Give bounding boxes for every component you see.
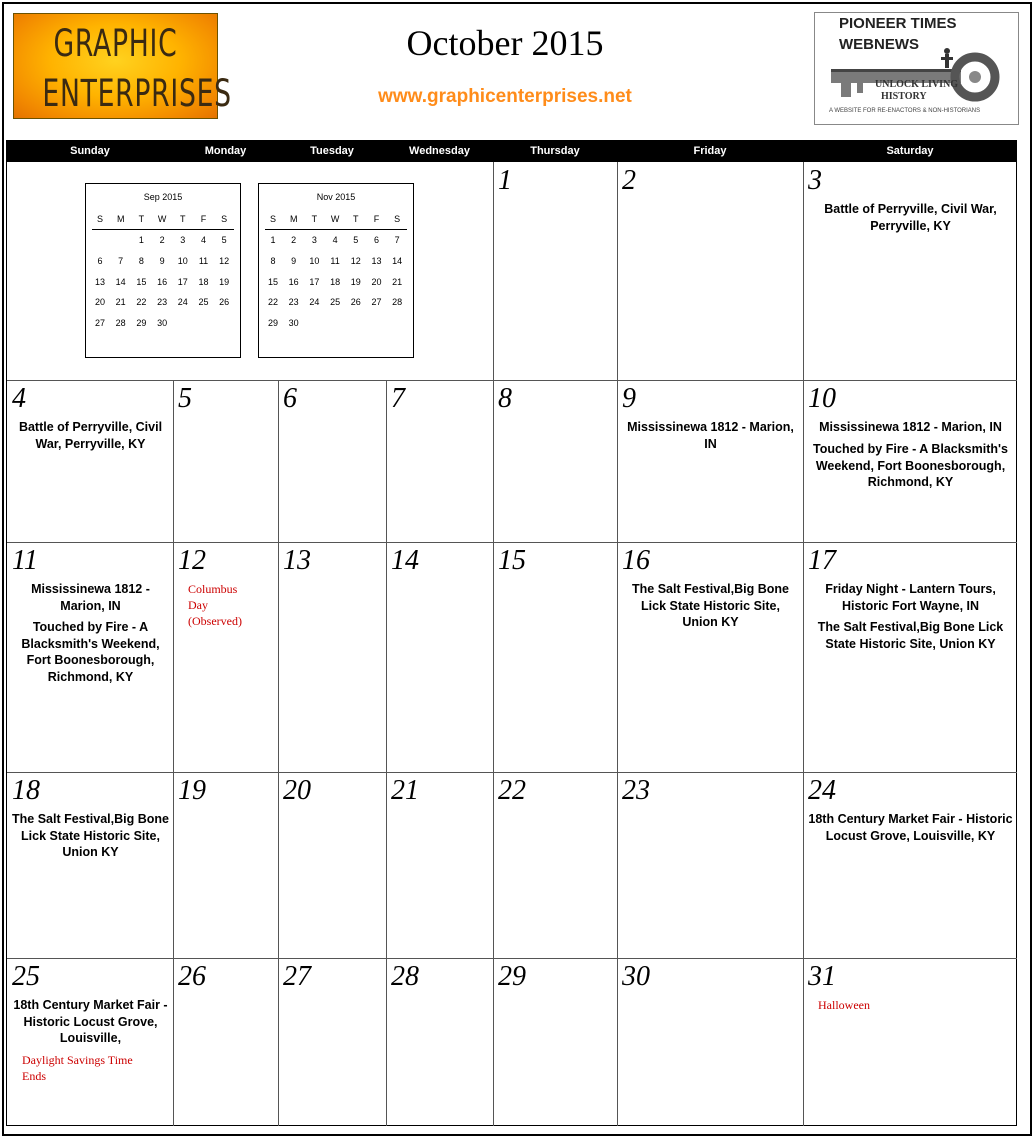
day-cell[interactable]	[804, 381, 1017, 542]
day-cell[interactable]	[618, 773, 803, 958]
mini-day[interactable]: 2	[159, 235, 165, 245]
mini-weekday: F	[373, 214, 380, 224]
mini-day[interactable]: 1	[270, 235, 276, 245]
mini-day[interactable]: 25	[198, 297, 209, 308]
day-cell[interactable]	[387, 543, 493, 772]
day-cell[interactable]	[8, 959, 173, 1126]
holiday-text: Halloween	[818, 998, 870, 1012]
mini-day[interactable]: 30	[157, 318, 168, 329]
day-cell[interactable]	[494, 381, 617, 542]
day-cell[interactable]	[494, 543, 617, 772]
day-cell[interactable]	[387, 381, 493, 542]
day-number: 13	[283, 545, 311, 576]
weekday-thursday: Thursday	[530, 145, 580, 157]
day-cell[interactable]	[804, 959, 1017, 1126]
day-number: 29	[498, 961, 526, 992]
event-text[interactable]: Friday Night - Lantern Tours, Historic Fort Wayne, IN	[825, 582, 996, 613]
mini-weekday: M	[289, 214, 298, 224]
day-cell[interactable]	[618, 543, 803, 772]
day-cell[interactable]	[174, 959, 278, 1126]
day-cell[interactable]	[804, 163, 1017, 380]
day-cell[interactable]	[174, 773, 278, 958]
mini-calendar-title: Sep 2015	[143, 192, 183, 202]
mini-day[interactable]: 8	[138, 255, 144, 266]
mini-day[interactable]: 19	[219, 276, 230, 287]
mini-day[interactable]: 26	[219, 297, 230, 308]
day-cell[interactable]	[279, 543, 386, 772]
logo-text-line1: GRAPHIC	[53, 22, 178, 65]
mini-day[interactable]: 18	[198, 276, 209, 287]
mini-day[interactable]: 20	[371, 276, 382, 287]
day-number: 22	[498, 775, 526, 806]
day-cell[interactable]	[494, 773, 617, 958]
mini-day[interactable]: 18	[330, 276, 341, 287]
day-cell[interactable]	[387, 773, 493, 958]
day-cell[interactable]	[8, 381, 173, 542]
mini-day[interactable]: 7	[118, 255, 124, 266]
mini-day[interactable]: 23	[288, 297, 299, 308]
badge-slogan: UNLOCK LIVING	[875, 79, 959, 90]
mini-day[interactable]: 14	[392, 255, 403, 266]
day-cell[interactable]	[804, 543, 1017, 772]
mini-day[interactable]: 15	[267, 276, 278, 287]
weekday-sunday: Sunday	[70, 145, 110, 157]
mini-day[interactable]: 17	[177, 276, 188, 287]
mini-weekday: F	[200, 214, 207, 224]
mini-day[interactable]: 13	[371, 255, 382, 266]
mini-day[interactable]: 2	[291, 235, 297, 245]
day-number: 21	[391, 775, 419, 806]
badge-tagline: A WEBSITE FOR RE-ENACTORS & NON-HISTORIANS	[829, 108, 981, 114]
mini-day[interactable]: 10	[309, 255, 320, 266]
mini-day[interactable]: 22	[267, 297, 278, 308]
mini-day[interactable]: 9	[291, 255, 297, 266]
mini-day[interactable]: 6	[97, 255, 103, 266]
mini-day[interactable]: 20	[94, 297, 105, 308]
graphic-enterprises-logo[interactable]	[13, 13, 232, 119]
event-text[interactable]: 18th Century Market Fair - Historic Locust Grove, Louisville,	[13, 998, 168, 1045]
mini-day[interactable]: 1	[138, 235, 144, 245]
day-number: 11	[12, 545, 38, 576]
event-text[interactable]: The Salt Festival,Big Bone Lick State Historic Site, Union KY	[632, 582, 789, 629]
mini-day[interactable]: 16	[157, 276, 168, 287]
mini-weekday: T	[311, 214, 318, 224]
mini-day[interactable]: 27	[371, 297, 382, 308]
mini-day[interactable]: 27	[94, 318, 105, 329]
day-cell[interactable]	[174, 381, 278, 542]
day-number: 9	[622, 383, 636, 414]
mini-day[interactable]: 5	[221, 235, 227, 245]
day-cell[interactable]	[618, 959, 803, 1126]
mini-day[interactable]: 26	[350, 297, 361, 308]
day-number: 15	[498, 545, 526, 576]
mini-day[interactable]: 24	[177, 297, 188, 308]
mini-day[interactable]: 16	[288, 276, 299, 287]
day-number: 23	[622, 775, 650, 806]
mini-day[interactable]: 25	[330, 297, 341, 308]
day-number: 14	[391, 545, 419, 576]
day-number: 17	[808, 545, 836, 576]
mini-day[interactable]: 28	[115, 318, 126, 329]
day-number: 3	[808, 165, 822, 196]
badge-slogan-2: HISTORY	[881, 91, 927, 102]
day-number: 8	[498, 383, 512, 414]
day-number: 6	[283, 383, 297, 414]
mini-day[interactable]: 17	[309, 276, 320, 287]
day-number: 24	[808, 775, 836, 806]
day-number: 31	[808, 961, 836, 992]
mini-weekday: M	[116, 214, 125, 224]
mini-weekday: T	[138, 214, 145, 224]
day-cell[interactable]	[494, 163, 617, 380]
mini-day[interactable]: 13	[94, 276, 105, 287]
day-number: 10	[808, 383, 836, 414]
mini-day[interactable]: 29	[267, 318, 278, 329]
mini-weekday: S	[269, 214, 276, 224]
weekday-monday: Monday	[204, 145, 247, 157]
mini-day[interactable]: 12	[350, 255, 361, 266]
mini-day[interactable]: 14	[115, 276, 126, 287]
day-number: 4	[12, 383, 26, 414]
day-number: 25	[12, 961, 40, 992]
day-cell[interactable]	[8, 543, 173, 772]
holiday-text: Daylight Savings Time Ends	[22, 1053, 133, 1083]
day-cell[interactable]	[618, 163, 803, 380]
mini-day[interactable]: 21	[392, 276, 403, 287]
mini-day[interactable]: 21	[115, 297, 126, 308]
day-number: 19	[178, 775, 206, 806]
day-number: 7	[391, 383, 405, 414]
day-number: 27	[283, 961, 311, 992]
mini-weekday: T	[353, 214, 359, 224]
event-text[interactable]: The Salt Festival,Big Bone Lick State Historic Site, Union KY	[12, 812, 169, 859]
event-text[interactable]: Touched by Fire - A Blacksmith's Weekend, Fort Boonesborough, Richmond, KY	[21, 620, 160, 684]
day-number: 28	[391, 961, 419, 992]
mini-day[interactable]: 15	[136, 276, 147, 287]
weekday-wednesday: Wednesday	[409, 145, 470, 157]
pioneer-times-badge[interactable]	[814, 12, 1019, 125]
day-cell[interactable]	[279, 959, 386, 1126]
mini-day[interactable]: 11	[330, 255, 340, 266]
day-cell[interactable]	[279, 773, 386, 958]
event-text[interactable]: Mississinewa 1812 - Marion, IN	[627, 420, 794, 451]
holiday-text: Columbus Day (Observed)	[188, 582, 242, 628]
weekday-saturday: Saturday	[886, 145, 934, 157]
mini-calendar-prev[interactable]	[85, 183, 241, 358]
day-cell[interactable]	[387, 959, 493, 1126]
event-text[interactable]: Touched by Fire - A Blacksmith's Weekend, Fort Boonesborough, Richmond, KY	[813, 442, 1008, 489]
day-cell[interactable]	[174, 543, 278, 772]
mini-day[interactable]: 9	[159, 255, 165, 266]
weekday-header	[7, 141, 1016, 162]
day-number: 30	[622, 961, 650, 992]
mini-day[interactable]: 22	[136, 297, 147, 308]
website-link[interactable]: www.graphicenterprises.net	[378, 86, 632, 107]
event-text[interactable]: Battle of Perryville, Civil War, Perryville, KY	[18, 420, 163, 451]
event-text[interactable]: Battle of Perryville, Civil War, Perryville, KY	[824, 202, 997, 233]
day-number: 5	[178, 383, 192, 414]
day-number: 12	[178, 545, 206, 576]
event-text[interactable]: Mississinewa 1812 - Marion, IN	[31, 582, 150, 613]
day-cell[interactable]	[8, 773, 173, 958]
mini-day[interactable]: 28	[392, 297, 403, 308]
mini-day[interactable]: 12	[219, 255, 230, 266]
day-number: 26	[178, 961, 206, 992]
mini-day[interactable]: 5	[353, 235, 359, 245]
mini-day[interactable]: 3	[180, 235, 186, 245]
mini-weekday: T	[180, 214, 186, 224]
badge-title: PIONEER TIMES	[839, 15, 957, 32]
mini-weekday: S	[221, 214, 228, 224]
weekday-tuesday: Tuesday	[310, 145, 354, 157]
mini-day[interactable]: 24	[309, 297, 320, 308]
mini-day[interactable]: 19	[350, 276, 361, 287]
mini-day[interactable]: 29	[136, 318, 147, 329]
mini-calendar-rule	[92, 229, 234, 230]
mini-day[interactable]: 6	[373, 235, 379, 245]
mini-day[interactable]: 23	[157, 297, 168, 308]
calendar-grid	[6, 140, 1017, 1126]
day-cell[interactable]	[618, 381, 803, 542]
event-text[interactable]: Mississinewa 1812 - Marion, IN	[819, 420, 1002, 434]
mini-day[interactable]: 30	[288, 318, 299, 329]
page-title: October 2015	[406, 23, 604, 63]
mini-day[interactable]: 8	[270, 255, 276, 266]
mini-day[interactable]: 7	[394, 235, 400, 245]
mini-day[interactable]: 11	[198, 255, 209, 266]
day-number: 16	[622, 545, 650, 576]
mini-day[interactable]: 4	[200, 235, 206, 245]
day-number: 2	[622, 165, 636, 196]
mini-weekday: W	[157, 214, 167, 224]
day-cell[interactable]	[494, 959, 617, 1126]
weekday-friday: Friday	[693, 145, 727, 157]
mini-weekday: S	[394, 214, 401, 224]
day-number: 1	[498, 165, 512, 196]
event-text[interactable]: 18th Century Market Fair - Historic Locust Grove, Louisville, KY	[808, 812, 1013, 843]
mini-day[interactable]: 10	[177, 255, 188, 266]
day-cell[interactable]	[279, 381, 386, 542]
mini-calendar-rule	[265, 229, 407, 230]
mini-calendar-next[interactable]	[258, 183, 414, 358]
mini-day[interactable]: 3	[311, 235, 317, 245]
day-cell[interactable]	[804, 773, 1017, 958]
badge-subtitle: WEBNEWS	[839, 36, 919, 53]
day-number: 20	[283, 775, 311, 806]
mini-calendar-title: Nov 2015	[316, 192, 356, 202]
mini-weekday: W	[330, 214, 340, 224]
day-number: 18	[12, 775, 40, 806]
mini-day[interactable]: 4	[332, 235, 338, 245]
logo-text-line2: ENTERPRISES	[42, 72, 232, 115]
mini-weekday: S	[96, 214, 103, 224]
event-text[interactable]: The Salt Festival,Big Bone Lick State Historic Site, Union KY	[817, 620, 1004, 651]
